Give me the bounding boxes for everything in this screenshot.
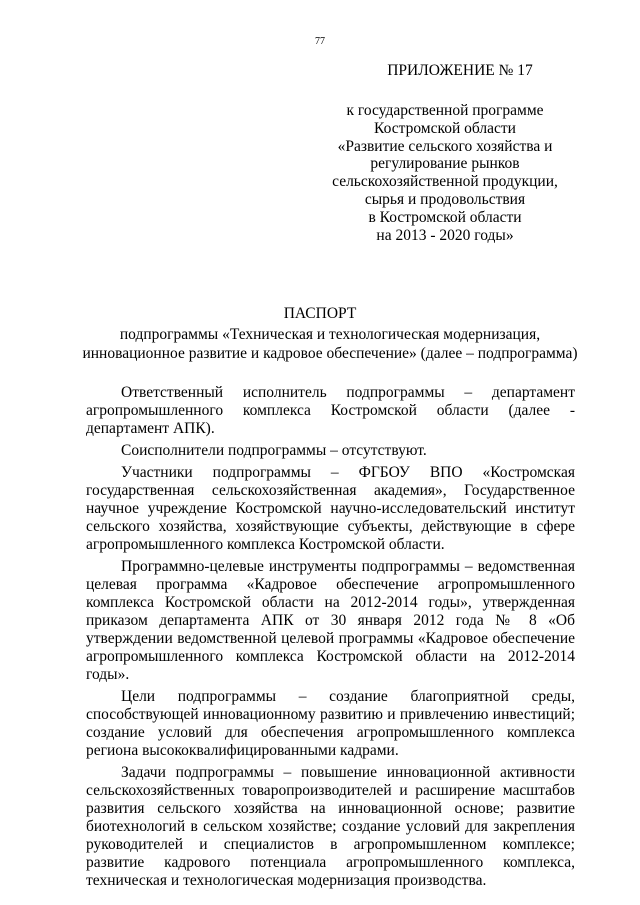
appendix-line: на 2013 - 2020 годы» xyxy=(376,226,514,244)
page-number: 77 xyxy=(315,36,325,47)
subtitle-line: инновационное развитие и кадровое обеспечение» (далее – подпрограмма) xyxy=(82,345,578,362)
appendix-line: сельскохозяйственной продукции, xyxy=(332,173,558,191)
appendix-line: регулирование рынков xyxy=(370,155,520,173)
appendix-line: к государственной программе xyxy=(346,102,544,119)
appendix-line: «Развитие сельского хозяйства и xyxy=(337,137,553,155)
appendix-line: в Костромской области xyxy=(368,208,522,226)
paragraph-program-tools: Программно-целевые инструменты подпрограммы – ведомственная целевая программа «Кадровое обеспечение агропромышленного комплекса Костромской области на 2012-2014 годы», утвержденная приказом департамента АПК от 30 января 2012 года № 8 «Об утверждении ведомственной целевой программы «Кадровое обеспечение агропромышленного комплекса Костромской области на 2012-2014 годы». xyxy=(86,558,575,683)
passport-subtitle xyxy=(60,325,600,363)
appendix-reference xyxy=(300,102,590,244)
appendix-line: Костромской области xyxy=(374,119,516,137)
paragraph-participants: Участники подпрограммы – ФГБОУ ВПО «Костромская государственная сельскохозяйственная академия», Государственное научное учреждение Костромской научно-исследовательский институт сельского хозяйства, хозяйствующие субъекты, действующие в сфере агропромышленного комплекса Костромской области. xyxy=(86,464,575,553)
passport-title: ПАСПОРТ xyxy=(283,305,357,322)
appendix-title: ПРИЛОЖЕНИЕ № 17 xyxy=(387,62,533,79)
paragraph-goals: Цели подпрограммы – создание благоприятной среды, способствующей инновационному развитию и привлечению инвестиций; создание условий для обеспечения агропромышленного комплекса региона высококвалифицированными кадрами. xyxy=(86,688,575,759)
paragraph-responsible-executor: Ответственный исполнитель подпрограммы – департамент агропромышленного комплекса Костромской области (далее - департамент АПК). xyxy=(86,384,575,437)
paragraph-co-executors: Соисполнители подпрограммы – отсутствуют. xyxy=(121,442,427,459)
paragraph-tasks: Задачи подпрограммы – повышение инновационной активности сельскохозяйственных товаропроизводителей и расширение масштабов развития сельского хозяйства на инновационной основе; развитие биотехнологий в сельском хозяйстве; создание условий для закрепления руководителей и специалистов в агропромышленном комплексе; развитие кадрового потенциала агропромышленного комплекса, техническая и технологическая модернизация производства. xyxy=(86,764,575,889)
subtitle-line: подпрограммы «Техническая и технологическая модернизация, xyxy=(119,326,541,343)
appendix-line: сырья и продовольствия xyxy=(364,190,526,208)
body-text xyxy=(86,384,575,894)
